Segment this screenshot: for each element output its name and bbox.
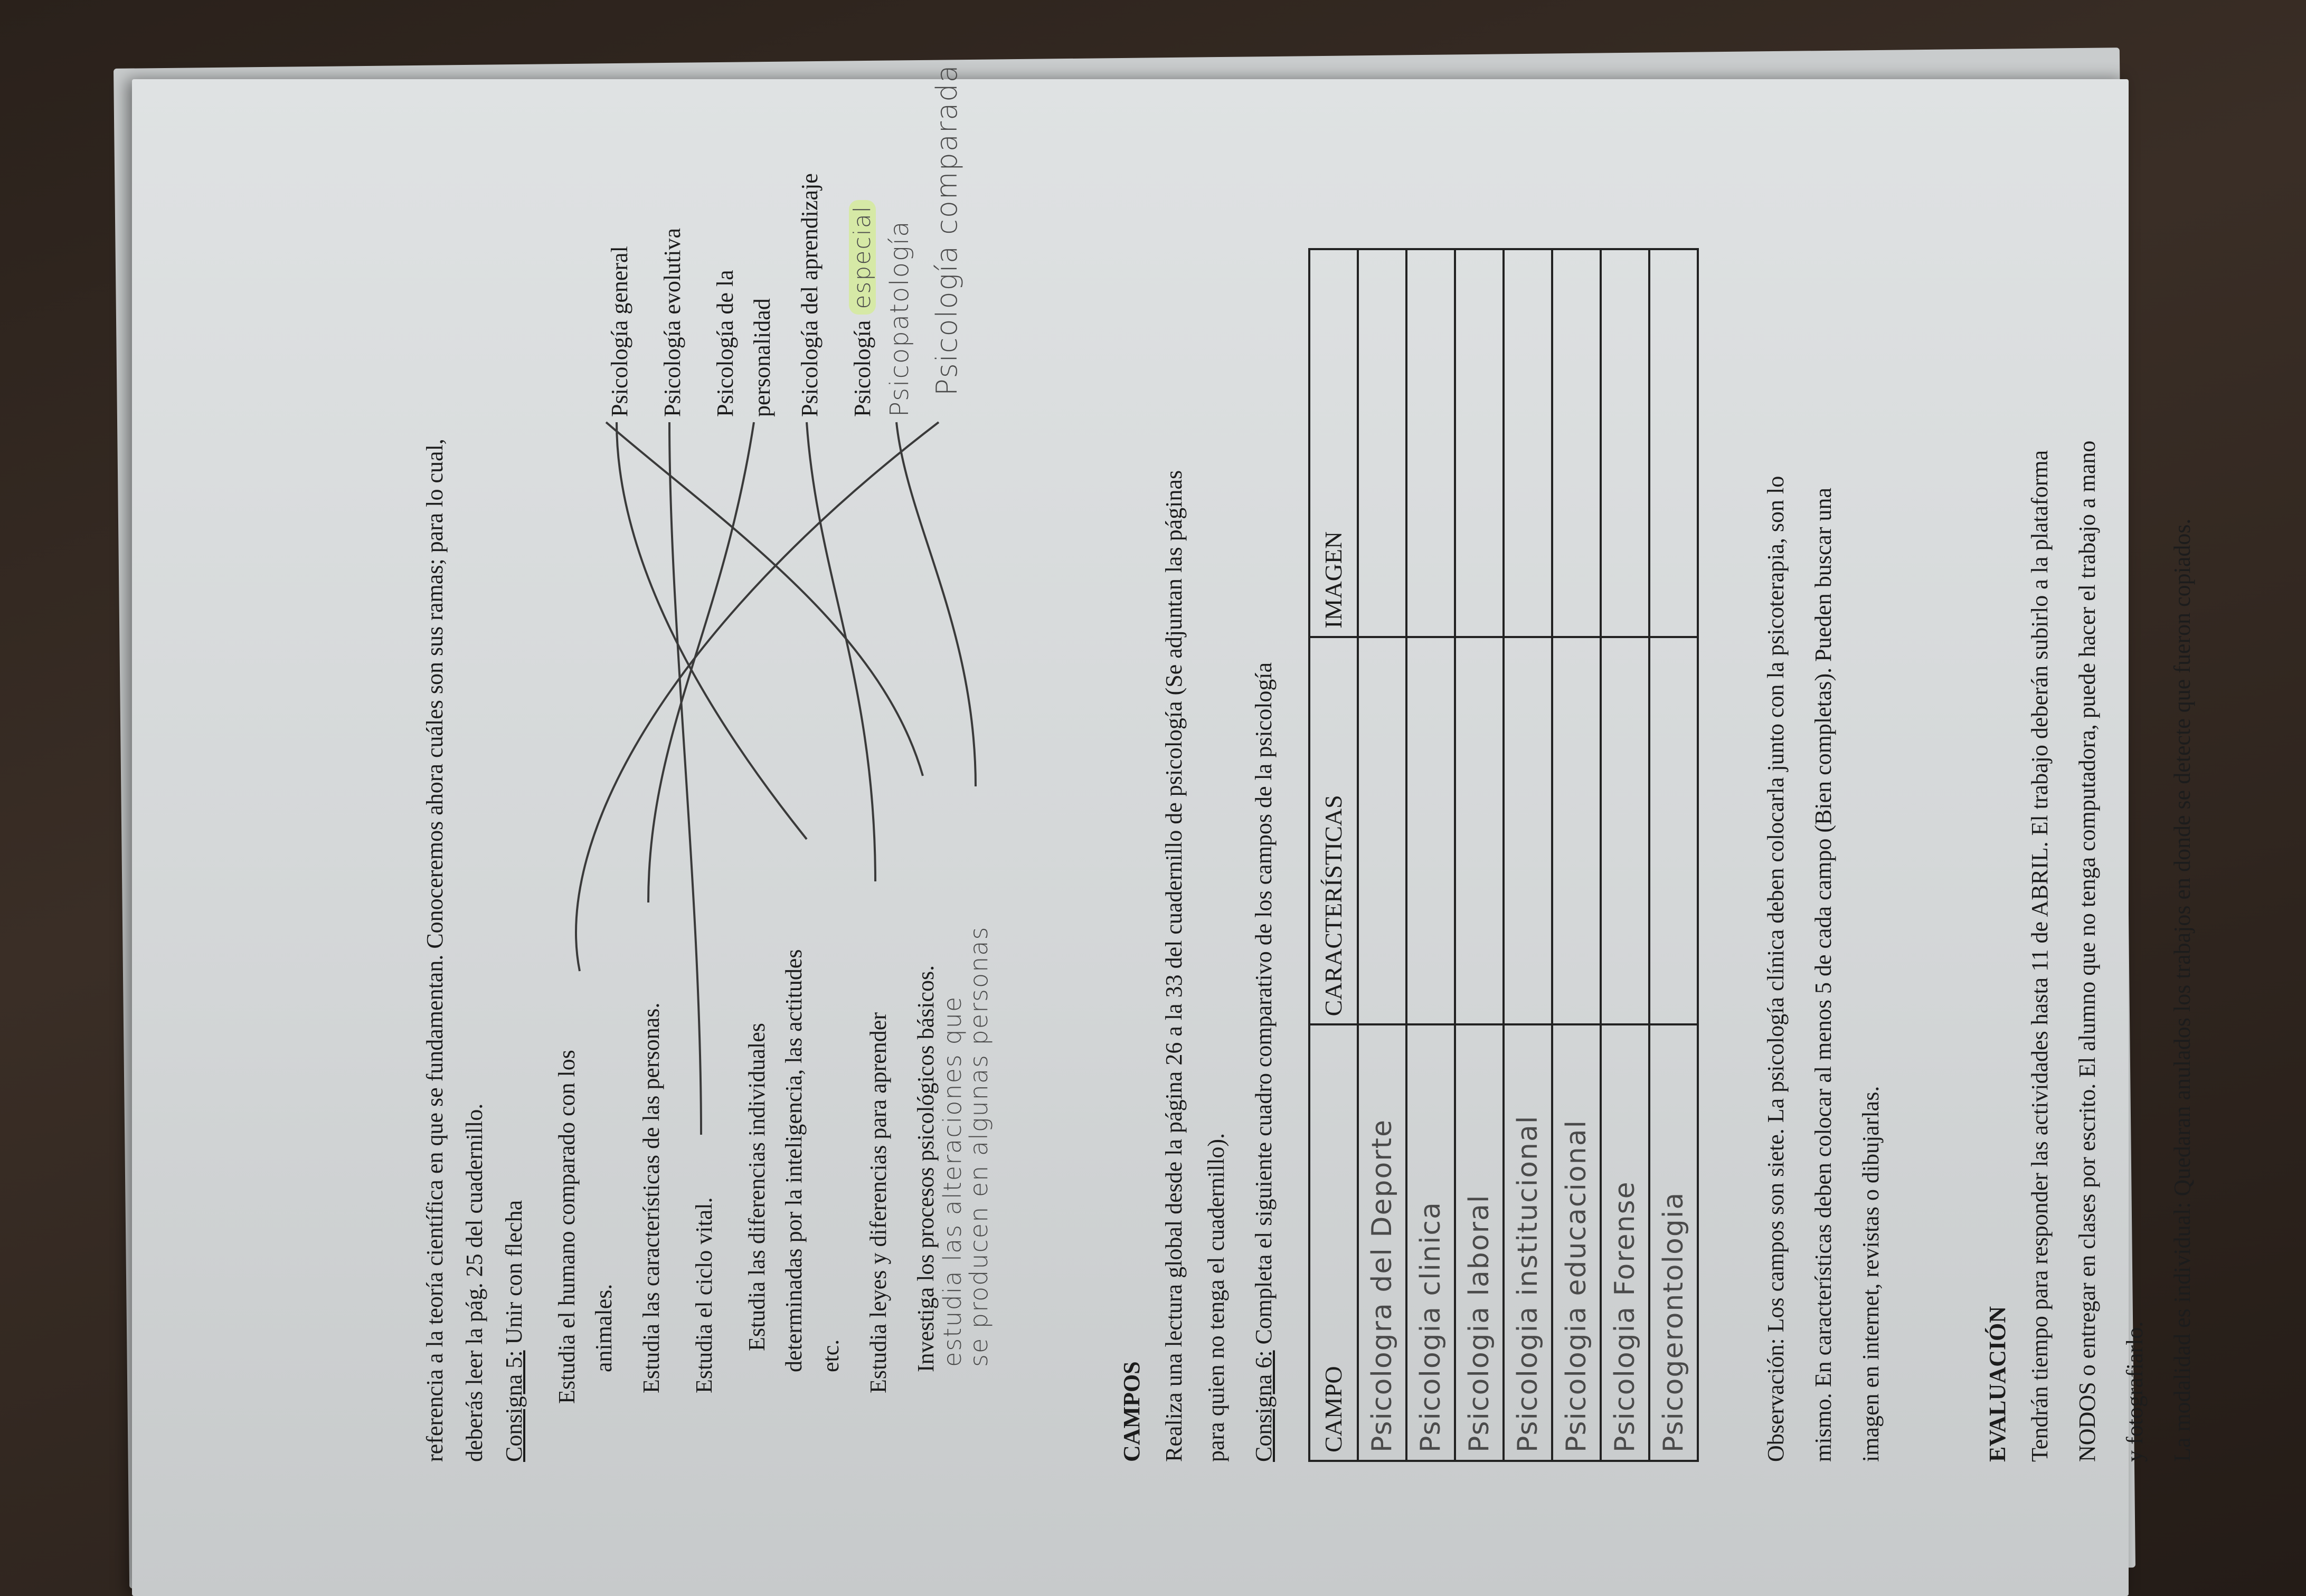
imagen-cell <box>1406 249 1455 637</box>
intro-line-1: referencia a la teoría científica en que se fundamentan. Conoceremos ahora cuáles son sus ramas; para lo cual, <box>422 439 448 1462</box>
campo-cell: Psicogerontologia <box>1649 1024 1698 1461</box>
line-diferencias <box>617 422 807 839</box>
evaluacion-line-3: y fotografiarlo. <box>2122 1321 2148 1462</box>
left-item-2: Estudia las características de las personas. <box>638 1002 664 1393</box>
evaluacion-heading: EVALUACIÓN <box>1984 1306 2010 1462</box>
evaluacion-line-4: La modalidad es individual: Quedaran anulados los trabajos en donde se detecte que fueron copiados. <box>2169 518 2195 1462</box>
table-header-row <box>1309 249 1358 1461</box>
left-item-4a: Estudia las diferencias individuales <box>744 1023 770 1351</box>
table-row <box>1504 249 1552 1461</box>
paper-sheet <box>132 64 2195 1596</box>
campo-cell: Psicologia clinica <box>1406 1024 1455 1461</box>
caracteristicas-cell <box>1601 637 1649 1025</box>
intro-line-2: deberás leer la pág. 25 del cuadernillo. <box>461 1103 487 1462</box>
left-item-1a: Estudia el humano comparado con los <box>554 1050 580 1404</box>
campos-heading: CAMPOS <box>1119 1361 1145 1462</box>
right-item-3a: Psicología de la <box>712 270 738 417</box>
campo-cell: Psicologia educacional <box>1552 1024 1601 1461</box>
right-item-3b: personalidad <box>749 298 775 417</box>
handwritten-left-1: estudia las alteraciones que <box>938 995 967 1367</box>
observacion-line-1: Observación: Los campos son siete. La psicología clínica deben colocarla junto con la psicoterapia, son lo <box>1763 476 1789 1462</box>
campo-cell: Psicologia institucional <box>1504 1024 1552 1461</box>
caracteristicas-cell <box>1552 637 1601 1025</box>
caracteristicas-cell <box>1455 637 1504 1025</box>
table-row <box>1406 249 1455 1461</box>
campos-text-1: Realiza una lectura global desde la página 26 a la 33 del cuadernillo de psicología (Se adjuntan las páginas <box>1161 470 1187 1462</box>
table-row <box>1455 249 1504 1461</box>
imagen-cell <box>1601 249 1649 637</box>
line-leyes <box>807 422 875 881</box>
consigna-6-label: Consigna 6: <box>1251 1350 1277 1462</box>
imagen-cell <box>1358 249 1406 637</box>
evaluacion-line-2: NODOS o entregar en clases por escrito. El alumno que no tenga computadora, puede hacer el trabajo a mano <box>2074 440 2100 1462</box>
consigna-6-heading <box>1245 662 1283 1462</box>
right-item-5-label: Psicología <box>849 320 875 417</box>
left-item-6: Investiga los procesos psicológicos básicos. <box>913 965 939 1372</box>
table-row <box>1358 249 1406 1461</box>
campo-cell: Psicologra del Deporte <box>1358 1024 1406 1461</box>
imagen-cell <box>1504 249 1552 637</box>
handwritten-left-2: se producen en algunas personas <box>965 926 993 1367</box>
campos-text-2: para quien no tenga el cuadernillo). <box>1203 1133 1229 1462</box>
left-item-4b: determinadas por la inteligencia, las actitudes <box>781 949 807 1372</box>
campo-cell: Psicologia Forense <box>1601 1024 1649 1461</box>
handwritten-especial: especial <box>849 200 876 315</box>
header-campo: CAMPO <box>1309 1024 1358 1461</box>
caracteristicas-cell <box>1358 637 1406 1025</box>
line-alteraciones <box>896 422 976 786</box>
observacion-line-3: imagen en internet, revistas o dibujarlas. <box>1858 1086 1884 1462</box>
header-imagen: IMAGEN <box>1309 249 1358 637</box>
left-item-5: Estudia leyes y diferencias para aprender <box>865 1012 891 1393</box>
observacion-line-2: mismo. En características deben colocar al menos 5 de cada campo (Bien completas). Pueden buscar una <box>1810 487 1836 1462</box>
consigna-5-instruction: Unir con flecha <box>501 1200 527 1345</box>
line-comparado <box>576 422 939 971</box>
header-caracteristicas: CARACTERÍSTICAS <box>1309 637 1358 1025</box>
left-item-3: Estudia el ciclo vital. <box>691 1197 717 1393</box>
consigna-5-label: Consigna 5: <box>501 1350 527 1462</box>
imagen-cell <box>1455 249 1504 637</box>
evaluacion-line-1: Tendrán tiempo para responder las actividades hasta 11 de ABRIL. El trabajo deberán subirlo a la plataforma <box>2027 450 2053 1462</box>
caracteristicas-cell <box>1649 637 1698 1025</box>
table-row <box>1552 249 1601 1461</box>
left-item-1b: animales. <box>591 1284 617 1372</box>
arrow-lines <box>353 153 1039 1525</box>
rotated-document <box>353 48 2306 1525</box>
right-item-2: Psicología evolutiva <box>659 227 685 417</box>
table-row <box>1649 249 1698 1461</box>
campo-cell: Psicologia laboral <box>1455 1024 1504 1461</box>
right-item-4: Psicología del aprendizaje <box>797 173 823 417</box>
imagen-cell <box>1552 249 1601 637</box>
caracteristicas-cell <box>1504 637 1552 1025</box>
right-item-1: Psicología general <box>607 246 632 417</box>
comparison-table <box>1308 248 1699 1462</box>
line-procesos <box>606 422 923 776</box>
handwritten-psicologia-comparada: Psicología comparada <box>930 64 963 396</box>
handwritten-psicopatologia: Psicopatología <box>885 220 914 417</box>
imagen-cell <box>1649 249 1698 637</box>
line-ciclo-vital <box>669 422 701 1135</box>
caracteristicas-cell <box>1406 637 1455 1025</box>
line-caracteristicas <box>648 422 754 902</box>
table-row <box>1601 249 1649 1461</box>
left-item-4c: etc. <box>818 1339 844 1372</box>
consigna-6-instruction: Completa el siguiente cuadro comparativo de los campos de la psicología <box>1251 662 1277 1345</box>
